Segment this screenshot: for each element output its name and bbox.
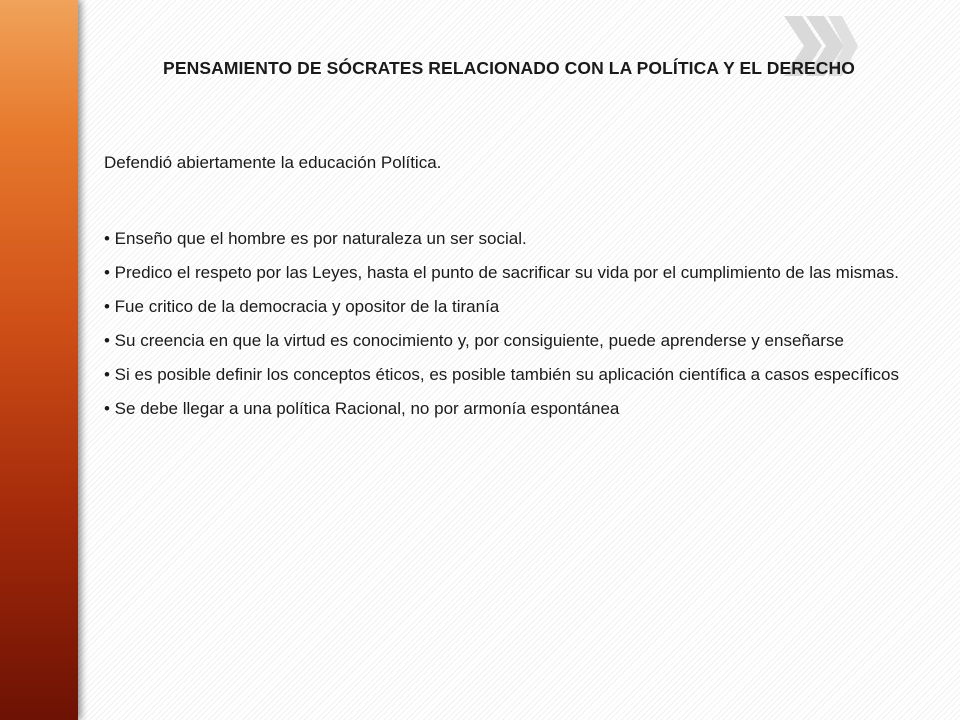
bullet-item: • Enseño que el hombre es por naturaleza un ser social. <box>104 229 527 248</box>
bullet-item: • Su creencia en que la virtud es conocimiento y, por consiguiente, puede aprenderse y enseñarse <box>104 331 844 350</box>
slide-title: PENSAMIENTO DE SÓCRATES RELACIONADO CON LA POLÍTICA Y EL DERECHO <box>163 58 855 78</box>
decorative-side-bar <box>0 0 78 720</box>
bullet-item: • Se debe llegar a una política Racional, no por armonía espontánea <box>104 399 620 418</box>
bullet-item: • Si es posible definir los conceptos éticos, es posible también su aplicación científica a casos específicos <box>104 365 899 384</box>
bullet-item: • Fue critico de la democracia y opositor de la tiranía <box>104 297 500 316</box>
bullet-item: • Predico el respeto por las Leyes, hasta el punto de sacrificar su vida por el cumplimiento de las mismas. <box>104 263 899 282</box>
slide-body <box>104 146 916 426</box>
intro-text: Defendió abiertamente la educación Política. <box>104 153 442 172</box>
